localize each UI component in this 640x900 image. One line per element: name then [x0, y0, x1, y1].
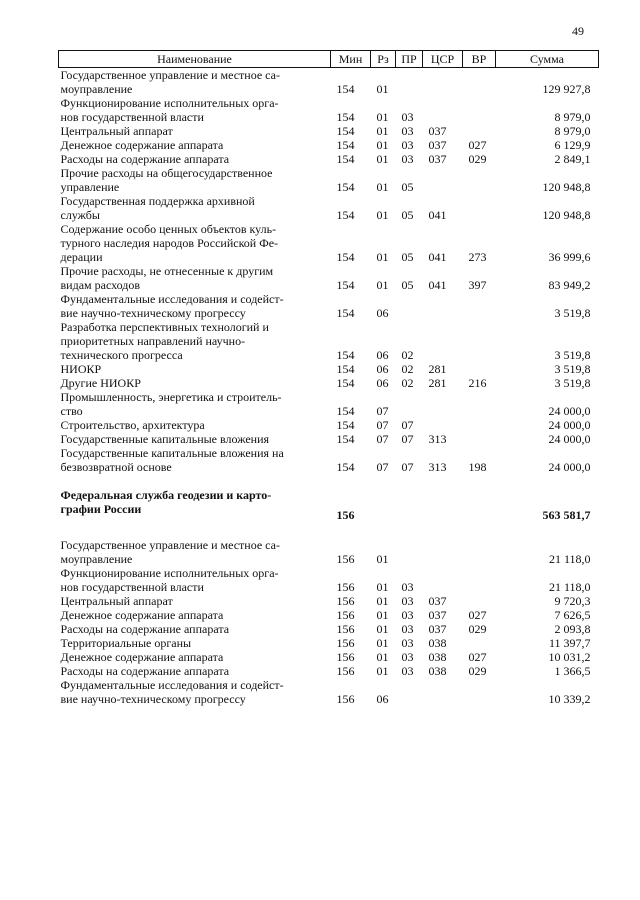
cell-csr	[423, 522, 463, 566]
cell-csr	[423, 474, 463, 522]
cell-pr: 03	[401, 608, 414, 622]
cell-csr: 313	[428, 432, 447, 446]
cell-rz: 01	[376, 552, 389, 566]
cell-pr: 07	[401, 418, 414, 432]
cell-pr	[396, 292, 423, 320]
table-row	[59, 418, 599, 432]
cell-name: Фундаментальные исследования и содейст- вие научно-техническому прогрессу	[60, 678, 284, 706]
cell-rz: 06	[376, 348, 389, 362]
column-header-sum: Сумма	[496, 51, 599, 68]
cell-vr	[463, 418, 496, 432]
cell-vr	[463, 124, 496, 138]
cell-name: Прочие расходы на общегосударственное управление	[60, 166, 273, 194]
cell-rz: 06	[376, 692, 389, 706]
cell-min: 154	[336, 110, 355, 124]
cell-rz: 06	[376, 376, 389, 390]
cell-min: 154	[336, 460, 355, 474]
cell-csr: 037	[428, 138, 447, 152]
section-row	[59, 474, 599, 522]
cell-name: Государственные капитальные вложения на безвозвратной основе	[60, 446, 284, 474]
table-row	[59, 390, 599, 418]
cell-vr	[463, 636, 496, 650]
cell-sum: 8 979,0	[554, 110, 591, 124]
cell-vr	[463, 96, 496, 124]
cell-vr: 273	[468, 250, 487, 264]
cell-pr: 05	[401, 250, 414, 264]
cell-name: Расходы на содержание аппарата	[60, 664, 230, 678]
cell-sum: 120 948,8	[542, 180, 591, 194]
cell-sum: 129 927,8	[542, 82, 591, 96]
cell-pr: 02	[401, 348, 414, 362]
table-row	[59, 292, 599, 320]
cell-pr: 07	[401, 460, 414, 474]
cell-rz: 06	[376, 362, 389, 376]
cell-pr: 03	[401, 138, 414, 152]
cell-rz	[371, 474, 396, 522]
cell-vr: 216	[468, 376, 487, 390]
column-header-name: Наименование	[59, 51, 331, 68]
cell-sum: 6 129,9	[554, 138, 591, 152]
cell-name: Государственное управление и местное са- моуправление	[60, 68, 280, 96]
cell-rz: 01	[376, 110, 389, 124]
cell-rz: 01	[376, 82, 389, 96]
cell-min: 154	[336, 82, 355, 96]
cell-csr: 281	[428, 362, 447, 376]
cell-vr	[463, 194, 496, 222]
cell-sum: 11 397,7	[548, 636, 591, 650]
cell-sum: 2 849,1	[554, 152, 591, 166]
table-row	[59, 608, 599, 622]
cell-name: Денежное содержание аппарата	[60, 650, 224, 664]
cell-min: 154	[336, 250, 355, 264]
cell-pr: 03	[401, 152, 414, 166]
cell-pr: 07	[401, 432, 414, 446]
cell-csr: 038	[428, 636, 447, 650]
cell-sum: 563 581,7	[542, 508, 591, 522]
cell-sum: 3 519,8	[554, 306, 591, 320]
cell-name: Расходы на содержание аппарата	[60, 152, 230, 166]
cell-rz: 01	[376, 594, 389, 608]
cell-csr	[423, 566, 463, 594]
cell-pr: 05	[401, 180, 414, 194]
cell-name: Государственная поддержка архивной службы	[60, 194, 255, 222]
cell-pr	[396, 474, 423, 522]
cell-sum: 24 000,0	[548, 432, 591, 446]
cell-min: 154	[336, 138, 355, 152]
cell-sum: 24 000,0	[548, 404, 591, 418]
table-row	[59, 264, 599, 292]
cell-rz: 01	[376, 664, 389, 678]
cell-pr: 03	[401, 664, 414, 678]
cell-min: 154	[336, 278, 355, 292]
cell-csr	[423, 418, 463, 432]
cell-name: НИОКР	[60, 362, 102, 376]
cell-min: 154	[336, 432, 355, 446]
cell-vr: 029	[468, 152, 487, 166]
cell-name: Территориальные органы	[60, 636, 192, 650]
cell-rz: 01	[376, 138, 389, 152]
page-number: 49	[572, 24, 584, 38]
cell-pr	[396, 68, 423, 97]
cell-min: 156	[336, 692, 355, 706]
cell-pr: 02	[401, 362, 414, 376]
cell-vr	[463, 474, 496, 522]
cell-pr: 05	[401, 208, 414, 222]
cell-name: Разработка перспективных технологий и приоритетных направлений научно- технического прогресса	[60, 320, 269, 362]
cell-min: 154	[336, 152, 355, 166]
cell-sum: 10 339,2	[548, 692, 591, 706]
cell-rz: 01	[376, 650, 389, 664]
cell-vr: 029	[468, 622, 487, 636]
cell-rz: 01	[376, 278, 389, 292]
cell-vr	[463, 390, 496, 418]
cell-pr: 03	[401, 124, 414, 138]
cell-pr: 03	[401, 580, 414, 594]
table-row	[59, 432, 599, 446]
cell-vr	[463, 522, 496, 566]
cell-pr: 03	[401, 622, 414, 636]
cell-vr: 029	[468, 664, 487, 678]
cell-vr	[463, 432, 496, 446]
cell-sum: 2 093,8	[554, 622, 591, 636]
table-row	[59, 124, 599, 138]
cell-min: 156	[336, 664, 355, 678]
cell-vr	[463, 320, 496, 362]
cell-pr	[396, 390, 423, 418]
cell-csr	[423, 68, 463, 97]
cell-min: 156	[336, 594, 355, 608]
cell-csr: 041	[428, 278, 447, 292]
cell-min: 156	[336, 552, 355, 566]
cell-vr: 027	[468, 138, 487, 152]
cell-sum: 1 366,5	[554, 664, 591, 678]
cell-rz: 01	[376, 124, 389, 138]
cell-name: Федеральная служба геодезии и карто- графии России	[60, 488, 272, 516]
cell-name: Содержание особо ценных объектов куль- турного наследия народов Российской Фе- дерации	[60, 222, 279, 264]
table-row	[59, 522, 599, 566]
cell-min: 156	[336, 508, 355, 522]
cell-rz: 01	[376, 180, 389, 194]
cell-sum: 120 948,8	[542, 208, 591, 222]
table-header	[59, 51, 599, 68]
cell-pr: 03	[401, 636, 414, 650]
cell-pr: 05	[401, 278, 414, 292]
cell-csr	[423, 96, 463, 124]
table-row	[59, 166, 599, 194]
column-header-pr: ПР	[396, 51, 423, 68]
cell-sum: 83 949,2	[548, 278, 591, 292]
cell-sum: 3 519,8	[554, 376, 591, 390]
table-row	[59, 622, 599, 636]
cell-name: Фундаментальные исследования и содейст- вие научно-техническому прогрессу	[60, 292, 284, 320]
cell-vr	[463, 594, 496, 608]
cell-min: 156	[336, 622, 355, 636]
cell-rz: 01	[376, 580, 389, 594]
cell-name: Строительство, архитектура	[60, 418, 205, 432]
cell-name: Прочие расходы, не отнесенные к другим видам расходов	[60, 264, 274, 292]
cell-csr: 313	[428, 460, 447, 474]
cell-vr	[463, 362, 496, 376]
table-row	[59, 194, 599, 222]
cell-min: 156	[336, 608, 355, 622]
cell-pr: 03	[401, 110, 414, 124]
cell-name: Функционирование исполнительных орга- нов государственной власти	[60, 566, 279, 594]
cell-sum: 10 031,2	[548, 650, 591, 664]
cell-csr: 041	[428, 250, 447, 264]
column-header-vr: ВР	[463, 51, 496, 68]
table-row	[59, 320, 599, 362]
cell-rz: 01	[376, 608, 389, 622]
cell-sum: 36 999,6	[548, 250, 591, 264]
table-row	[59, 594, 599, 608]
cell-min: 154	[336, 348, 355, 362]
cell-sum: 3 519,8	[554, 348, 591, 362]
cell-name: Государственное управление и местное са- моуправление	[60, 538, 280, 566]
cell-min: 154	[336, 404, 355, 418]
cell-rz: 07	[376, 432, 389, 446]
cell-sum: 21 118,0	[548, 552, 591, 566]
cell-pr: 03	[401, 594, 414, 608]
table-row	[59, 678, 599, 706]
cell-rz: 01	[376, 636, 389, 650]
cell-vr: 027	[468, 650, 487, 664]
cell-min: 154	[336, 362, 355, 376]
table-row	[59, 138, 599, 152]
cell-csr: 037	[428, 152, 447, 166]
cell-sum: 24 000,0	[548, 460, 591, 474]
cell-csr: 041	[428, 208, 447, 222]
cell-rz: 01	[376, 208, 389, 222]
cell-vr	[463, 566, 496, 594]
cell-name: Другие НИОКР	[60, 376, 141, 390]
cell-rz: 01	[376, 622, 389, 636]
cell-sum: 7 626,5	[554, 608, 591, 622]
cell-min: 154	[336, 418, 355, 432]
cell-name: Государственные капитальные вложения	[60, 432, 270, 446]
cell-name: Денежное содержание аппарата	[60, 608, 224, 622]
cell-csr: 281	[428, 376, 447, 390]
cell-csr	[423, 390, 463, 418]
cell-sum: 24 000,0	[548, 418, 591, 432]
cell-csr	[423, 166, 463, 194]
table-row	[59, 566, 599, 594]
cell-rz: 01	[376, 152, 389, 166]
table-row	[59, 650, 599, 664]
cell-min: 154	[336, 208, 355, 222]
table-body	[59, 68, 599, 707]
cell-rz: 01	[376, 250, 389, 264]
cell-csr	[423, 678, 463, 706]
cell-sum: 8 979,0	[554, 124, 591, 138]
cell-rz: 07	[376, 418, 389, 432]
cell-rz: 07	[376, 404, 389, 418]
cell-csr	[423, 292, 463, 320]
cell-csr: 038	[428, 650, 447, 664]
cell-pr	[396, 522, 423, 566]
cell-name: Функционирование исполнительных орга- нов государственной власти	[60, 96, 279, 124]
cell-vr	[463, 68, 496, 97]
cell-name: Центральный аппарат	[60, 124, 173, 138]
cell-csr: 037	[428, 622, 447, 636]
table-row	[59, 152, 599, 166]
cell-pr	[396, 678, 423, 706]
table-row	[59, 446, 599, 474]
cell-min: 156	[336, 580, 355, 594]
cell-name: Центральный аппарат	[60, 594, 173, 608]
cell-min: 156	[336, 636, 355, 650]
cell-csr: 037	[428, 608, 447, 622]
cell-min: 156	[336, 650, 355, 664]
cell-sum: 3 519,8	[554, 362, 591, 376]
cell-vr: 198	[468, 460, 487, 474]
cell-pr: 03	[401, 650, 414, 664]
table-row	[59, 68, 599, 97]
cell-csr: 037	[428, 124, 447, 138]
cell-name: Промышленность, энергетика и строитель- ство	[60, 390, 282, 418]
table-row	[59, 376, 599, 390]
table-row	[59, 222, 599, 264]
column-header-rz: Рз	[371, 51, 396, 68]
cell-vr	[463, 678, 496, 706]
cell-min: 154	[336, 306, 355, 320]
column-header-min: Мин	[331, 51, 371, 68]
cell-csr: 038	[428, 664, 447, 678]
cell-pr: 02	[401, 376, 414, 390]
column-header-csr: ЦСР	[423, 51, 463, 68]
cell-sum: 21 118,0	[548, 580, 591, 594]
cell-vr	[463, 292, 496, 320]
cell-rz: 07	[376, 460, 389, 474]
cell-rz: 06	[376, 306, 389, 320]
cell-csr: 037	[428, 594, 447, 608]
cell-csr	[423, 320, 463, 362]
cell-vr: 027	[468, 608, 487, 622]
cell-sum: 9 720,3	[554, 594, 591, 608]
cell-min: 154	[336, 180, 355, 194]
cell-vr	[463, 166, 496, 194]
cell-min: 154	[336, 376, 355, 390]
budget-table	[58, 50, 599, 706]
cell-min: 154	[336, 124, 355, 138]
cell-name: Расходы на содержание аппарата	[60, 622, 230, 636]
cell-vr: 397	[468, 278, 487, 292]
table-row	[59, 664, 599, 678]
table-row	[59, 636, 599, 650]
cell-name: Денежное содержание аппарата	[60, 138, 224, 152]
table-row	[59, 362, 599, 376]
table-row	[59, 96, 599, 124]
